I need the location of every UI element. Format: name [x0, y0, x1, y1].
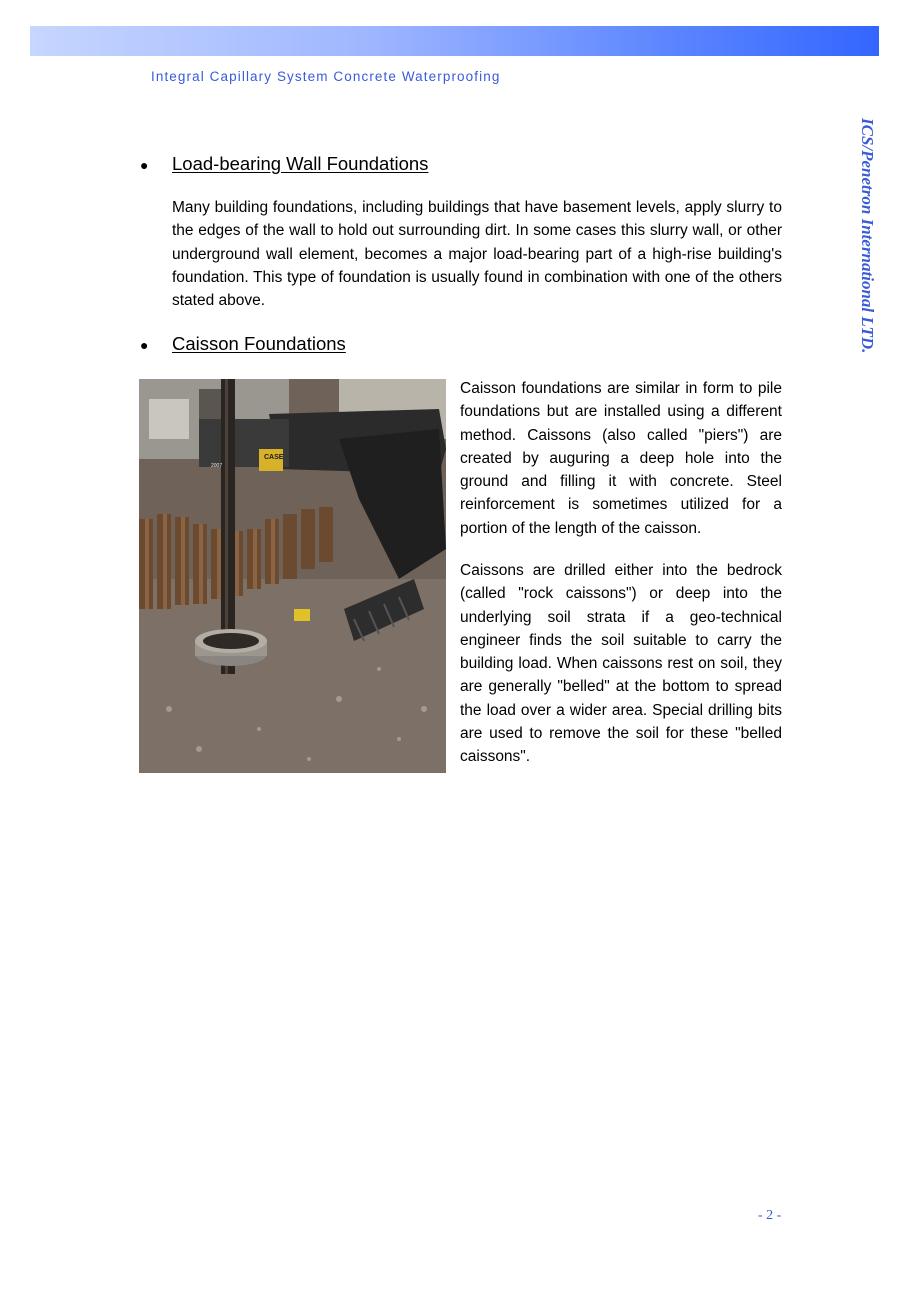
header-gradient-bar — [30, 26, 879, 56]
bullet-icon: ● — [140, 157, 149, 173]
caisson-drilling-photo — [139, 379, 446, 773]
company-side-label: ICS/Penetron International LTD. — [858, 118, 877, 354]
page-number: - 2 - — [758, 1208, 782, 1223]
bullet-icon: ● — [140, 337, 149, 353]
section-heading-load-bearing-wall: Load-bearing Wall Foundations — [172, 153, 429, 174]
machine-brand-label: CASE — [264, 454, 284, 461]
caisson-paragraph-1: Caisson foundations are similar in form to pile foundations but are installed using a different method. Caissons (also called "piers") are created by auguring a deep hole into the ground and filling it with concrete. Steel reinforcement is sometimes utilized for a portion of the length of the caisson. — [460, 380, 782, 537]
caisson-paragraph-2: Caissons are drilled either into the bedrock (called "rock caissons") or deep into the underlying soil strata if a geo-technical engineer finds the soil suitable to carry the building load. When caissons rest on soil, they are generally "belled" at the bottom to spread the load over a wider area. Special drilling bits are used to remove the soil for these "belled caissons". — [460, 562, 782, 766]
load-bearing-wall-paragraph: Many building foundations, including buildings that have basement levels, apply slurry to the edges of the wall to hold out surrounding dirt. In some cases this slurry wall, or other underground wall element, becomes a major load-bearing part of a high-rise building's foundation. This type of foundation is usually found in combination with one of the others stated above. — [172, 199, 782, 310]
document-header-title: Integral Capillary System Concrete Waterproofing — [151, 69, 501, 84]
unit-number-label: 2007 — [211, 463, 223, 469]
section-heading-caisson: Caisson Foundations — [172, 333, 346, 354]
